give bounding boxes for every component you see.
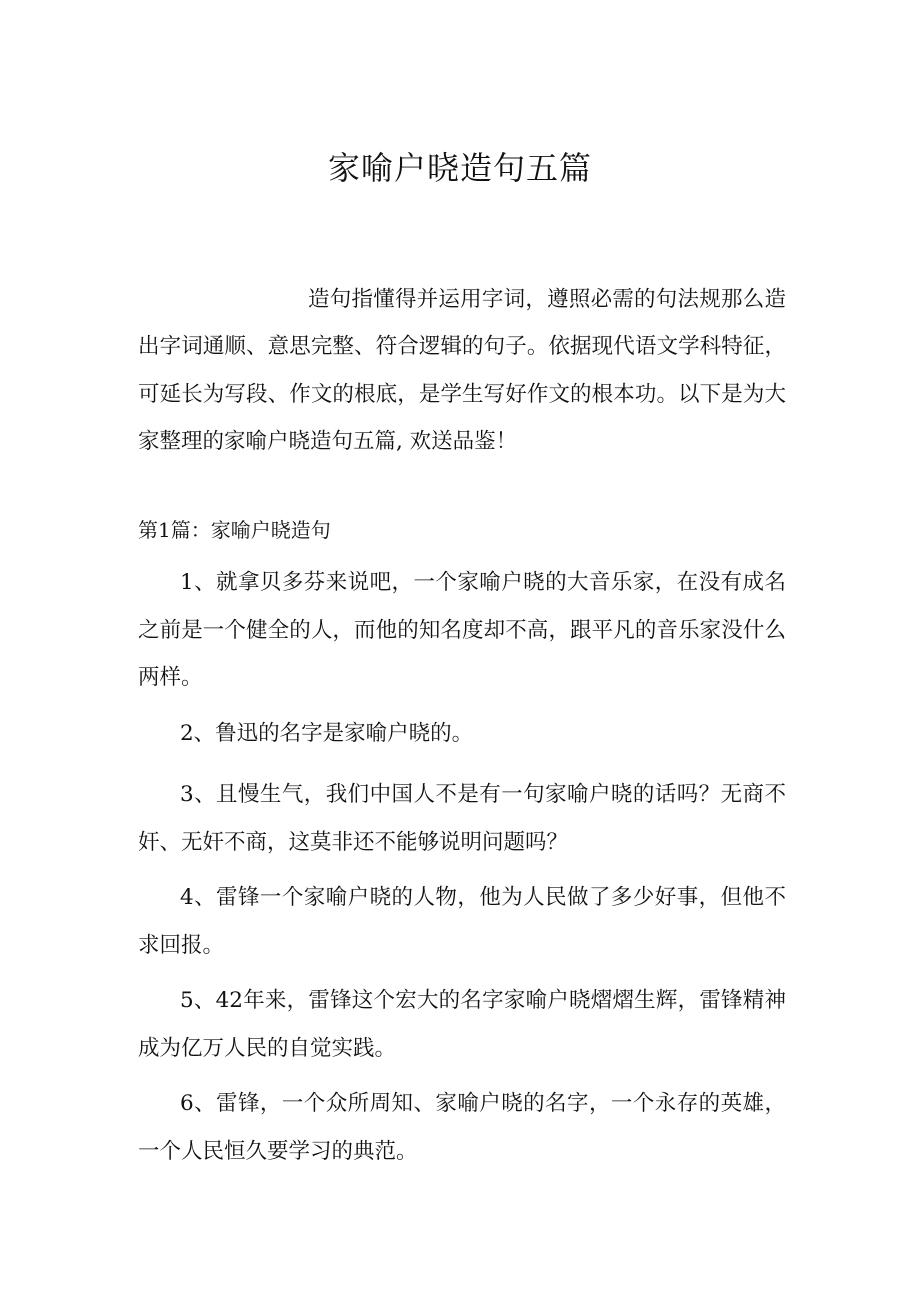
sentence-item: 1、就拿贝多芬来说吧，一个家喻户晓的大音乐家，在没有成名之前是一个健全的人，而他的知名度却不高，跟平凡的音乐家没什么两样。: [138, 570, 786, 690]
sentence-list: [138, 559, 786, 1183]
sentence-item: 6、雷锋，一个众所周知、家喻户晓的名字，一个永存的英雄，一个人民恒久要学习的典范。: [138, 1091, 786, 1164]
sentence-item: 2、鲁迅的名字是家喻户晓的。: [180, 720, 474, 746]
section-heading: 第1篇：家喻户晓造句: [138, 518, 331, 542]
document-title: 家喻户晓造句五篇: [327, 149, 592, 187]
sentence-item: 3、且慢生气，我们中国人不是有一句家喻户晓的话吗？无商不奸、无奸不商，这莫非还不能够说明问题吗？: [138, 782, 786, 855]
sentence-item: 4、雷锋一个家喻户晓的人物，他为人民做了多少好事，但他不求回报。: [138, 885, 786, 958]
sentence-item: 5、42年来，雷锋这个宏大的名字家喻户晓熠熠生辉，雷锋精神成为亿万人民的自觉实践。: [138, 988, 786, 1061]
intro-paragraph: 造句指懂得并运用字词，遵照必需的句法规那么造出字词通顺、意思完整、符合逻辑的句子。依据现代语文学科特征，可延长为写段、作文的根底，是学生写好作文的根本功。以下是为大家整理的家喻户晓造句五篇, 欢送品鉴！: [138, 287, 786, 454]
